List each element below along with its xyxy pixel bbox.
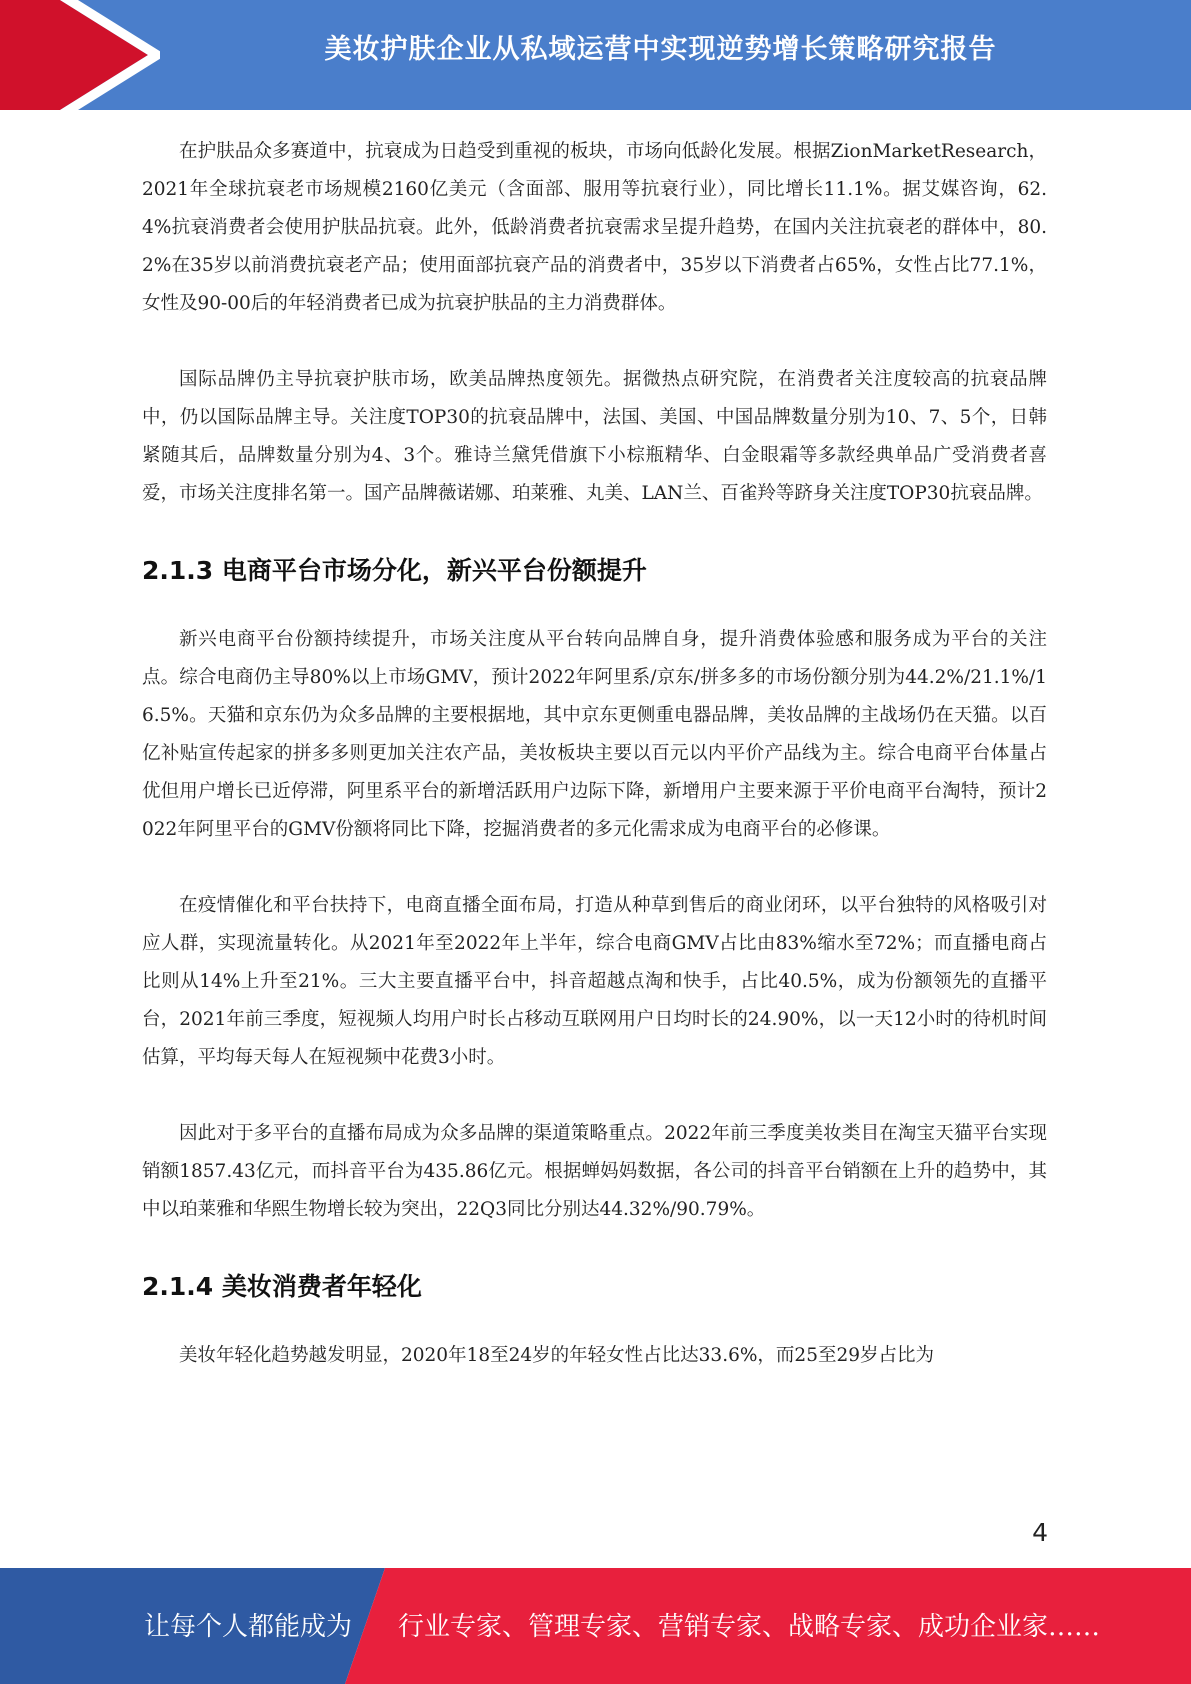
header-arrow-icon: [0, 0, 160, 110]
page-footer: [0, 1568, 1191, 1684]
section-heading-2-1-3: 2.1.3 电商平台市场分化，新兴平台份额提升: [142, 556, 647, 585]
footer-slogan-left: 让每个人都能成为: [144, 1612, 353, 1642]
footer-slogan-right: 行业专家、管理专家、营销专家、战略专家、成功企业家……: [398, 1612, 1101, 1642]
section-heading-2-1-4: 2.1.4 美妆消费者年轻化: [142, 1272, 422, 1301]
report-title: 美妆护肤企业从私域运营中实现逆势增长策略研究报告: [324, 34, 997, 65]
paragraph-young-consumers: 美妆年轻化趋势越发明显，2020年18至24岁的年轻女性占比达33.6%，而25至29岁占比为: [179, 1345, 935, 1366]
paragraph-ecommerce-share: 新兴电商平台份额持续提升，市场关注度从平台转向品牌自身，提升消费体验感和服务成为平台的关注点。综合电商仍主导80%以上市场GMV，预计2022年阿里系/京东/拼多多的市场份额分别为44.2%/21.1%/16.5%。天猫和京东仍为众多品牌的主要根据地，其中京东更侧重电器品牌，美妆品牌的主战场仍在天猫。以百亿补贴宣传起家的拼多多则更加关注农产品，美妆板块主要以百元以内平价产品线为主。综合电商平台体量占优但用户增长已近停滞，阿里系平台的新增活跃用户边际下降，新增用户主要来源于平价电商平台淘特，预计2022年阿里平台的GMV份额将同比下降，挖掘消费者的多元化需求成为电商平台的必修课。: [142, 629, 1047, 840]
paragraph-international-brands: 国际品牌仍主导抗衰护肤市场，欧美品牌热度领先。据微热点研究院，在消费者关注度较高的抗衰品牌中，仍以国际品牌主导。关注度TOP30的抗衰品牌中，法国、美国、中国品牌数量分别为10、7、5个，日韩紧随其后，品牌数量分别为4、3个。雅诗兰黛凭借旗下小棕瓶精华、白金眼霜等多款经典单品广受消费者喜爱，市场关注度排名第一。国产品牌薇诺娜、珀莱雅、丸美、LAN兰、百雀羚等跻身关注度TOP30抗衰品牌。: [142, 369, 1047, 504]
page-number: 4: [1032, 1518, 1048, 1547]
paragraph-anti-aging-market: 在护肤品众多赛道中，抗衰成为日趋受到重视的板块，市场向低龄化发展。根据ZionMarketResearch，2021年全球抗衰老市场规模2160亿美元（含面部、服用等抗衰行业），同比增长11.1%。据艾媒咨询，62.4%抗衰消费者会使用护肤品抗衰。此外，低龄消费者抗衰需求呈提升趋势，在国内关注抗衰老的群体中，80.2%在35岁以前消费抗衰老产品；使用面部抗衰产品的消费者中，35岁以下消费者占65%，女性占比77.1%，女性及90-00后的年轻消费者已成为抗衰护肤品的主力消费群体。: [142, 141, 1047, 314]
page-content: [142, 133, 1047, 1413]
page-header: [0, 0, 1191, 110]
paragraph-multi-platform: 因此对于多平台的直播布局成为众多品牌的渠道策略重点。2022年前三季度美妆类目在淘宝天猫平台实现销额1857.43亿元，而抖音平台为435.86亿元。根据蝉妈妈数据，各公司的抖音平台销额在上升的趋势中，其中以珀莱雅和华熙生物增长较为突出，22Q3同比分别达44.32%/90.79%。: [142, 1123, 1047, 1220]
paragraph-live-streaming: 在疫情催化和平台扶持下，电商直播全面布局，打造从种草到售后的商业闭环，以平台独特的风格吸引对应人群，实现流量转化。从2021年至2022年上半年，综合电商GMV占比由83%缩水至72%；而直播电商占比则从14%上升至21%。三大主要直播平台中，抖音超越点淘和快手，占比40.5%，成为份额领先的直播平台，2021年前三季度，短视频人均用户时长占移动互联网用户日均时长的24.90%，以一天12小时的待机时间估算，平均每天每人在短视频中花费3小时。: [142, 895, 1047, 1068]
